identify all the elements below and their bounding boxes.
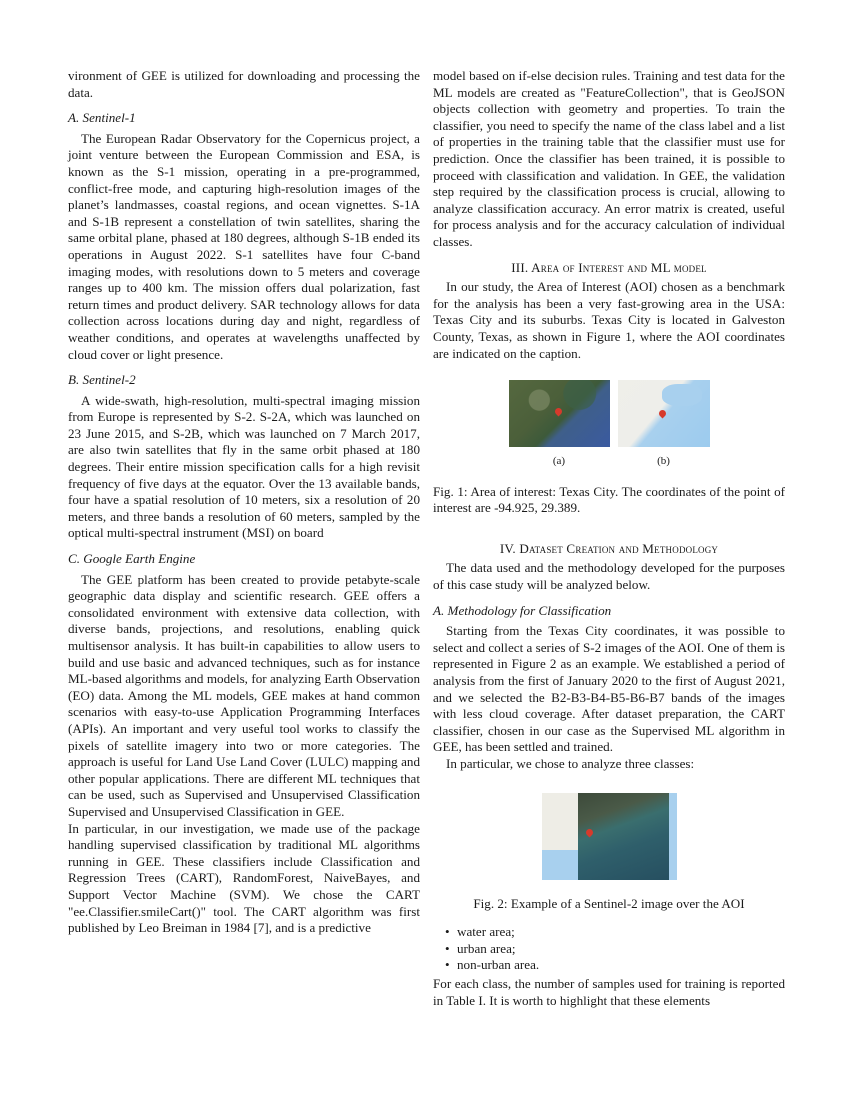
sentinel-2-image xyxy=(542,793,677,880)
subsection-heading-sentinel-1: A. Sentinel-1 xyxy=(68,110,136,126)
map-pin-icon xyxy=(553,407,563,417)
figure-1a xyxy=(509,380,610,470)
paragraph-sentinel-1: The European Radar Observatory for the Copernicus project, a joint venture between the European Commission and ESA, is known as the S-1 mission, operating in a pre-programmed, conflict-free mode, and capturing high-resolution images of the planet’s landmasses, coastal regions, and ocean vignettes. S-1A and S-1B represent a constellation of twin satellites, sharing the same orbital plane, phased at 180 degrees, although S-1B ended its operations in August 2022. S-1 satellites have four C-band imaging modes, with resolutions down to 5 meters and coverage ranges up to 400 km. The mission offers dual polarization, fast return times and product delivery. SAR technology allows for data collection across locations during day and night, regardless of weather conditions, and operates at wavelengths unaffected by cloud cover or light presence. xyxy=(68,130,420,362)
paragraph-dataset: The data used and the methodology developed for the purposes of this case study will be analyzed below. xyxy=(433,560,785,593)
list-item: • urban area; xyxy=(447,941,785,958)
paragraph-aoi: In our study, the Area of Interest (AOI) chosen as a benchmark for the analysis has been a very fast-growing area in the USA: Texas City and its suburbs. Texas City is located in Galveston County, Texas, as shown in Figure 1, where the AOI coordinates are indicated on the caption. xyxy=(433,279,785,361)
subsection-heading-sentinel-2: B. Sentinel-2 xyxy=(68,372,136,388)
section-heading-aoi: III. Area of Interest and ML model xyxy=(511,259,707,275)
map-pin-icon xyxy=(657,409,667,419)
subfigure-label-a: (a) xyxy=(552,455,566,468)
satellite-map-image xyxy=(509,380,610,447)
paragraph-closing: For each class, the number of samples used for training is reported in Table I. It is worth to highlight that these elements xyxy=(433,975,785,1008)
figure-2-caption: Fig. 2: Example of a Sentinel-2 image over the AOI xyxy=(473,895,745,911)
left-column xyxy=(68,68,420,937)
section-heading-dataset: IV. Dataset Creation and Methodology xyxy=(499,540,719,556)
subfigure-label-b: (b) xyxy=(657,455,670,468)
paragraph-continuation: model based on if-else decision rules. Training and test data for the ML models are created as "FeatureCollection", that is GeoJSON objects collection with geometry and properties. To train the classifier, you need to specify the name of the class label and a list of properties in the training table that the classifier must use for prediction. Once the classifier has been trained, it is possible to proceed with classification and validation. In GEE, the validation step required by the classification process is crucial, allowing to analyze classification accuracy. An error matrix is created, useful for process analysis and for the accuracy calculation of individual classes. xyxy=(433,68,785,249)
figure-1-caption: Fig. 1: Area of interest: Texas City. The coordinates of the point of interest are -94.925, 29.389. xyxy=(433,483,785,516)
road-map-image xyxy=(618,380,710,447)
paragraph-gee: The GEE platform has been created to provide petabyte-scale geographic data display and scientific research. GEE offers a consolidated environment with extensive data collection, with diverse bands, projections, and resolutions, enabling quick multisensor analysis. It has built-in capabilities to allow users to build and use basic and advanced techniques, such as for instance ML-based algorithms and models, for analyzing Earth Observation (EO) data. Among the ML models, GEE makes at hand common scenarios with easy-to-use Application Programming Interfaces (APIs). An important and very useful tool works to classify the pixels of satellite imagery into two or more categories. The approach is useful for Land Use Land Cover (LULC) mapping and other popular applications. There are different ML techniques that can be used, such as Supervised and Unsupervised Classification Supervised and Unsupervised Classification in GEE. xyxy=(68,571,420,819)
right-column xyxy=(433,68,785,1009)
figure-1b xyxy=(618,380,710,470)
list-item: • non-urban area. xyxy=(447,957,785,974)
subsection-heading-gee: C. Google Earth Engine xyxy=(68,551,196,567)
paragraph-methodology: Starting from the Texas City coordinates, it was possible to select and collect a series of S-2 images of the AOI. One of them is represented in Figure 2 as an example. We established a period of analysis from the first of January 2020 to the first of August 2021, and we selected the B2-B3-B4-B5-B6-B7 bands of the images with less cloud coverage. After dataset preparation, the CART classifier, chosen in our case as the Supervised ML algorithm in GEE, has been settled and trained. xyxy=(433,623,785,755)
list-item: • water area; xyxy=(447,924,785,941)
paragraph-gee-investigation: In particular, in our investigation, we made use of the package handling supervised classification by traditional ML algorithms running in GEE. These classifiers include Classification and Regression Trees (CART), RandomForest, NaiveBayes, and Support Vector Machine (SVM). We chose the CART "ee.Classifier.smileCart()" tool. The CART algorithm was first published by Leo Breiman in 1984 [7], and is a predictive xyxy=(68,820,420,936)
paragraph-classes-lead-in: In particular, we chose to analyze three classes: xyxy=(446,756,695,771)
intro-tail: vironment of GEE is utilized for downloading and processing the data. xyxy=(68,68,420,100)
figure-2 xyxy=(433,793,785,880)
subsection-heading-methodology: A. Methodology for Classification xyxy=(433,602,612,618)
class-list xyxy=(433,924,785,974)
paragraph-sentinel-2: A wide-swath, high-resolution, multi-spectral imaging mission from Europe is represented by S-2. S-2A, which was launched on 23 June 2015, and S-2B, which was launched on 7 March 2017, are also twin satellites that fly in the same orbit phased at 180 degrees. Their entire mission specification calls for a high revisit frequency of five days at the equator. Over the 13 available bands, four have a spatial resolution of 10 meters, six a resolution of 20 meters, and three bands a resolution of 60 meters, sampled by the optical multi-spectral instrument (MSI) on board xyxy=(68,392,420,541)
figure-1 xyxy=(433,380,785,470)
